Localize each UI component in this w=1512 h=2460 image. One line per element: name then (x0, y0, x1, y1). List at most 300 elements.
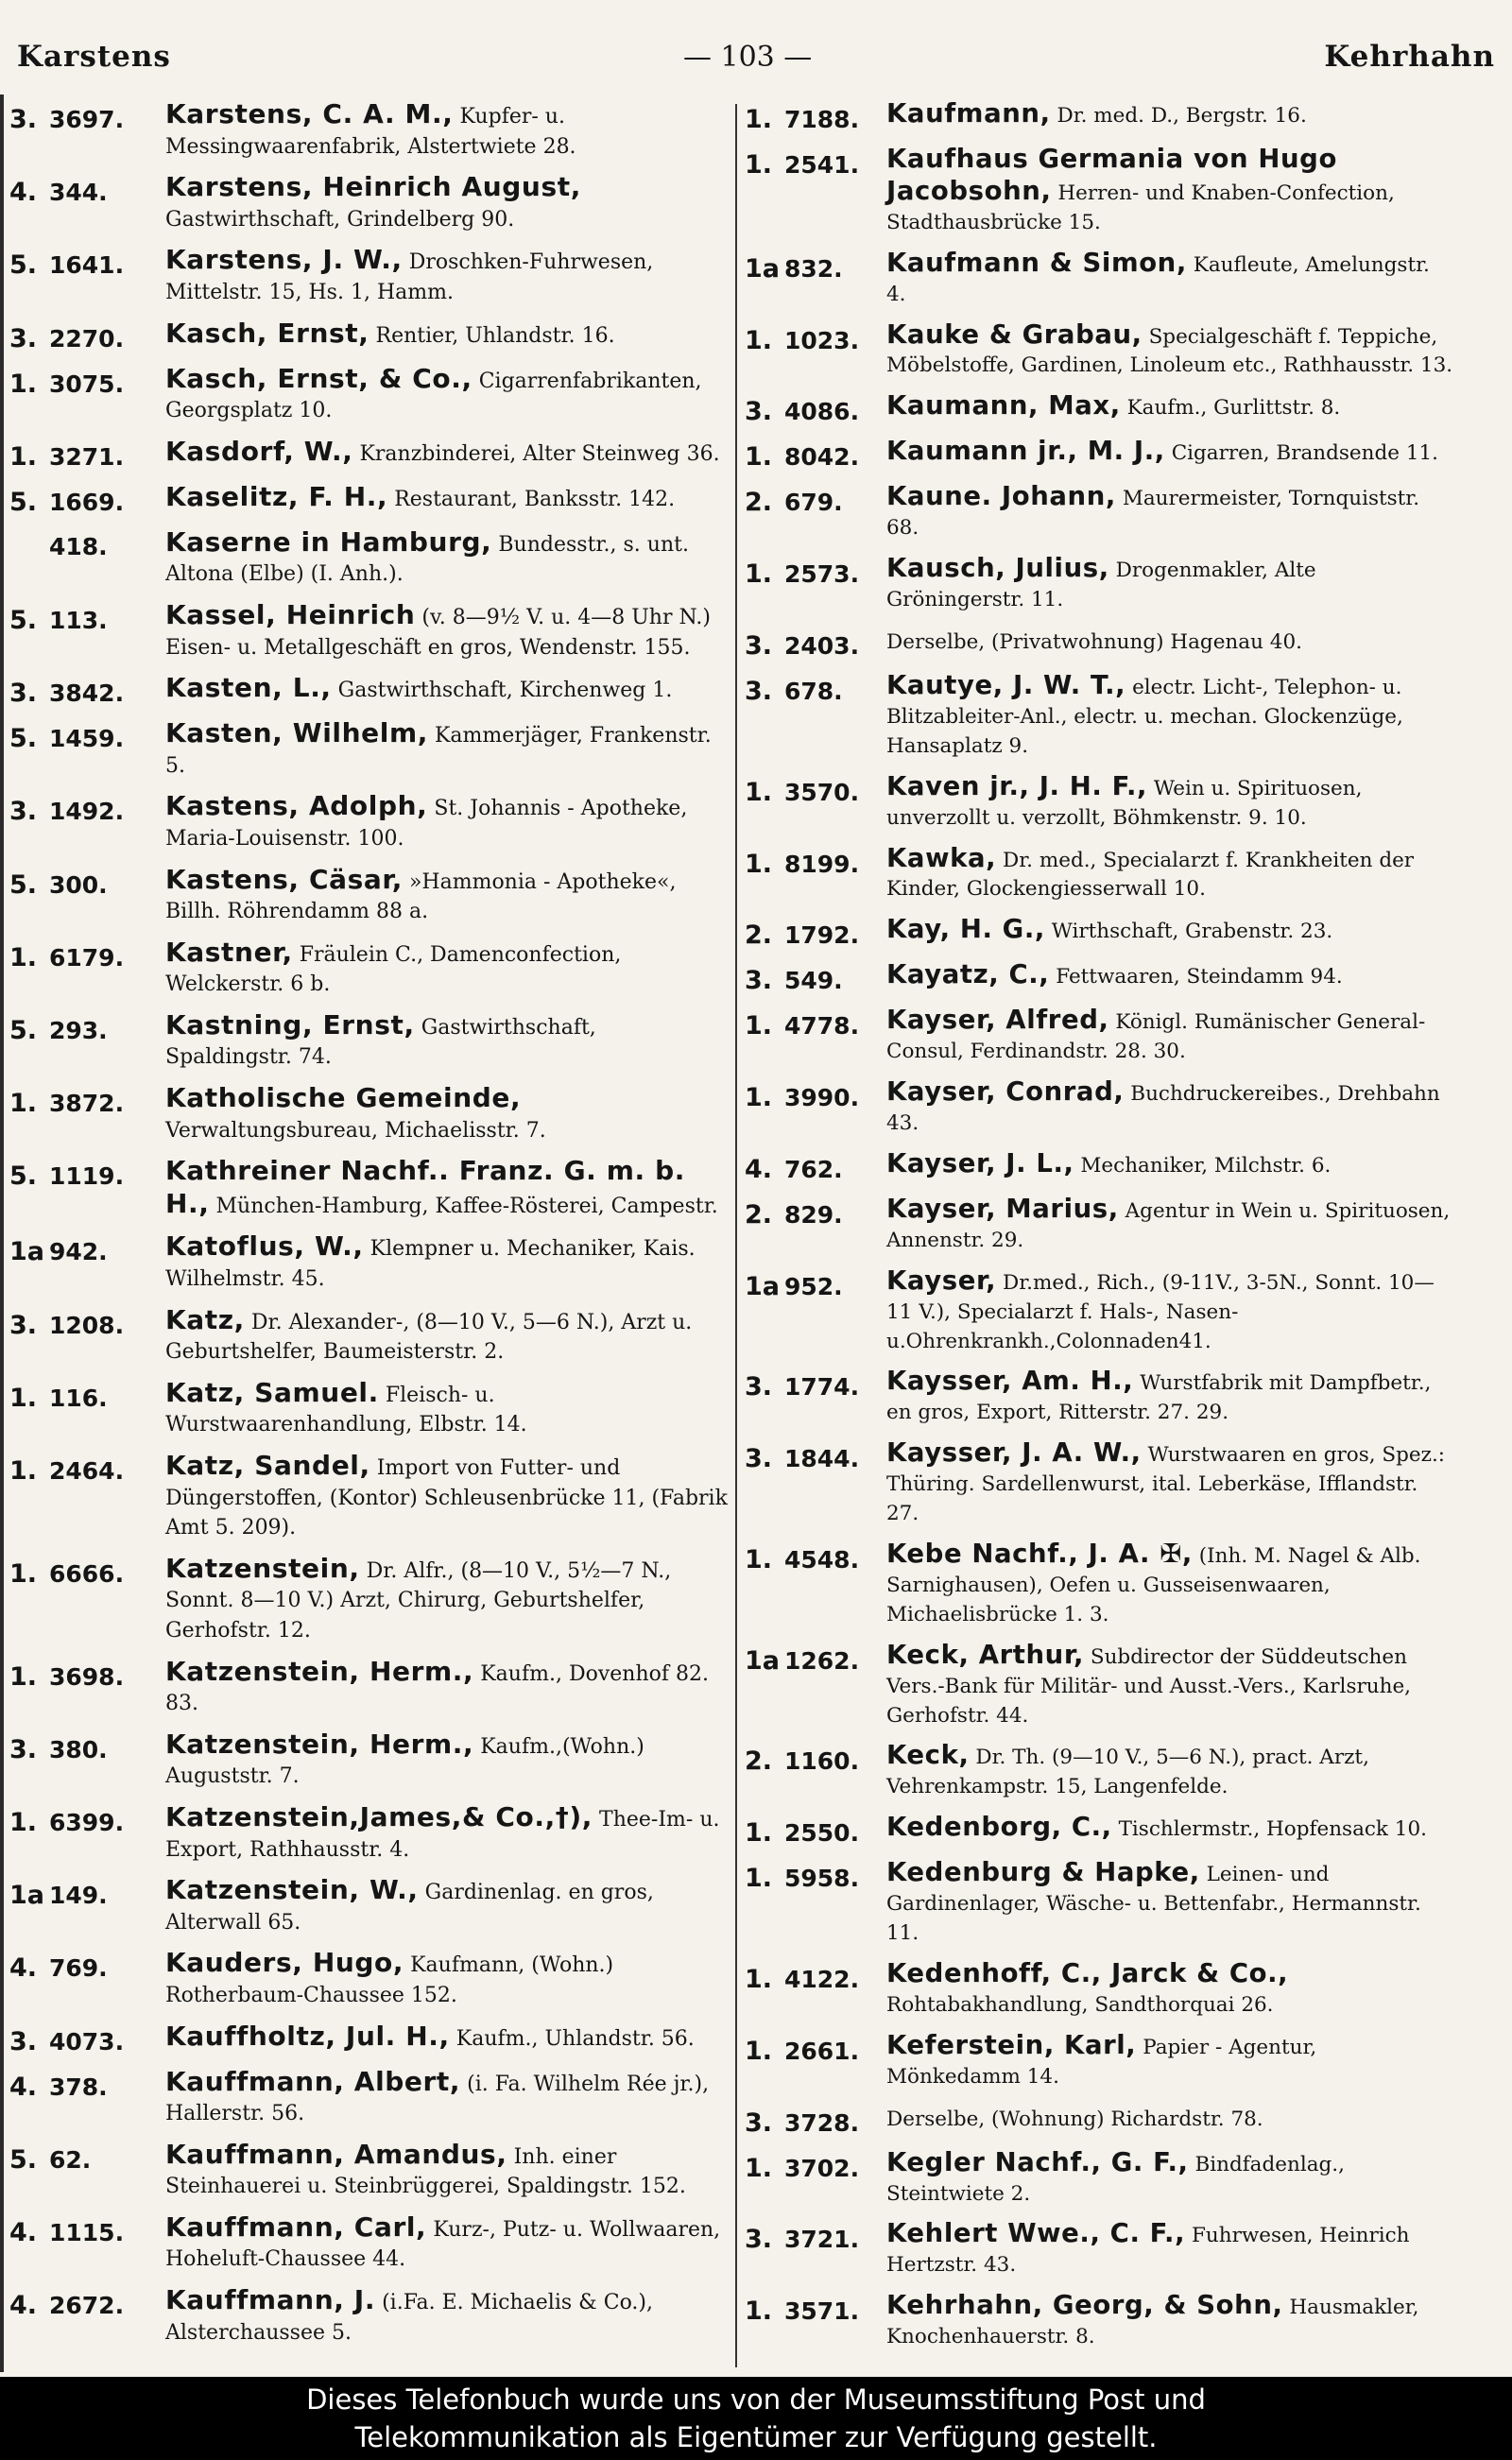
entry-details: Cigarren, Brandsende 11. (1171, 441, 1439, 466)
line-number: 942. (49, 1238, 108, 1266)
line-number: 2464. (49, 1457, 125, 1485)
line-number: 4778. (784, 1012, 860, 1041)
exchange-code: 3. (745, 676, 773, 706)
entry-details: (v. 8—9½ V. u. 4—8 Uhr N.) Eisen- u. Metallgeschäft en gros, Wendenstr. 155. (165, 605, 711, 660)
exchange-code: 1. (745, 442, 773, 473)
entry-details: Königl. Rumänischer General-Consul, Ferdinandstr. 28. 30. (886, 1010, 1426, 1064)
entry-details: Fräulein C., Damenconfection, Welckerstr. 6 b. (165, 942, 622, 997)
exchange-code: 3. (745, 2225, 773, 2255)
line-number: 4086. (784, 398, 860, 426)
directory-entry (745, 320, 1455, 382)
exchange-code: 3. (745, 397, 773, 427)
entry-details: Gastwirthschaft, Kirchenweg 1. (337, 679, 673, 703)
phone-number (745, 1641, 886, 1676)
line-number: 8199. (784, 850, 860, 878)
entry-text (165, 1010, 728, 1073)
phone-number (745, 320, 886, 355)
exchange-code: 2. (745, 920, 773, 951)
entry-name: Kayser, Conrad, (886, 1076, 1125, 1108)
directory-entry (745, 482, 1455, 543)
left-column (9, 99, 728, 2367)
exchange-code: 1. (9, 1661, 38, 1692)
directory-entry (745, 671, 1455, 762)
entry-details: (i.Fa. E. Michaelis & Co.), Alsterchaussee 5. (165, 2291, 653, 2345)
phone-number (9, 1729, 165, 1764)
entry-name: Kastner, (165, 936, 293, 968)
entry-details: Kranzbinderei, Alter Steinweg 36. (359, 441, 720, 466)
page-edge (0, 95, 4, 2372)
exchange-code: 3. (9, 1310, 38, 1340)
phone-number (745, 1438, 886, 1473)
line-number: 293. (49, 1016, 108, 1044)
entry-name: Kasch, Ernst, & Co., (165, 362, 472, 394)
entry-text (886, 2148, 1455, 2210)
entry-name: Kastning, Ernst, (165, 1008, 415, 1041)
directory-entry (9, 527, 728, 590)
line-number: 2550. (784, 1819, 860, 1848)
entry-text (886, 1149, 1455, 1181)
line-number: 1459. (49, 725, 125, 753)
entry-text (886, 1959, 1455, 2021)
directory-entry (745, 145, 1455, 238)
exchange-code: 1. (745, 1864, 773, 1894)
line-number: 8042. (784, 443, 860, 472)
line-number: 1844. (784, 1445, 860, 1473)
line-number: 3697. (49, 106, 125, 133)
phone-number (745, 1077, 886, 1112)
line-number: 678. (784, 677, 843, 705)
directory-entry (745, 915, 1455, 950)
phone-number (9, 2067, 165, 2102)
directory-entry (745, 960, 1455, 995)
entry-name: Kehrhahn, Georg, & Sohn, (886, 2290, 1283, 2321)
entry-details: Wirthschaft, Grabenstr. 23. (1051, 920, 1333, 944)
line-number: 1792. (784, 921, 860, 950)
directory-entry (9, 1451, 728, 1543)
entry-text (165, 99, 728, 162)
entry-name: Kaufmann & Simon, (886, 247, 1187, 278)
entry-text (886, 99, 1455, 131)
phone-number (9, 437, 165, 472)
entry-text (886, 482, 1455, 543)
entry-details: Wein u. Spirituosen, unverzollt u. verzollt, Böhmkenstr. 9. 10. (886, 776, 1363, 830)
exchange-code: 4. (745, 1154, 773, 1184)
phone-number (745, 772, 886, 807)
entry-text (165, 1948, 728, 2010)
exchange-code: 1. (9, 1383, 38, 1413)
exchange-code: 3. (745, 2107, 773, 2138)
entry-text (886, 1266, 1455, 1357)
phone-number (745, 2103, 886, 2138)
directory-entry (9, 673, 728, 708)
directory-entry (745, 1858, 1455, 1949)
exchange-code: 4. (9, 1953, 38, 1984)
phone-number (745, 626, 886, 661)
phone-number (9, 1305, 165, 1340)
line-number: 3721. (784, 2226, 860, 2254)
exchange-code: 1a (9, 1881, 45, 1911)
entry-details: electr. Licht-, Telephon- u. Blitzableiter-Anl., electr. u. mechan. Glockenzüge, Hansaplatz 9. (886, 675, 1403, 758)
entry-details: Inh. einer Steinhauerei u. Steinbrüggerei, Spaldingstr. 152. (165, 2144, 686, 2199)
directory-entry (745, 554, 1455, 615)
header-left-keyword: Karstens (17, 40, 171, 74)
entry-text (165, 2067, 728, 2129)
line-number: 1641. (49, 251, 125, 280)
line-number: 1492. (49, 798, 125, 826)
exchange-code: 5. (9, 2144, 38, 2175)
entry-details: Dr.med., Rich., (9-11V., 3-5N., Sonnt. 10—11 V.), Specialarzt f. Hals-, Nasen- u.Ohrenkrankh.,Colonnaden41. (886, 1270, 1435, 1353)
entry-details: St. Johannis - Apotheke, Maria-Louisenstr. 100. (165, 797, 688, 851)
exchange-code: 2. (745, 1746, 773, 1777)
entry-name: Kastens, Cäsar, (165, 863, 403, 895)
entry-name: Kaysser, Am. H., (886, 1366, 1134, 1397)
line-number: 7188. (784, 106, 860, 133)
phone-number (9, 482, 165, 517)
directory-entry (9, 865, 728, 927)
entry-name: Kauffmann, Carl, (165, 2211, 427, 2243)
exchange-code: 1. (745, 2153, 773, 2183)
directory-entry (9, 172, 728, 234)
entry-details: Specialgeschäft f. Teppiche, Möbelstoffe, Gardinen, Linoleum etc., Rathhausstr. 13. (886, 324, 1453, 378)
exchange-code: 3. (9, 323, 38, 353)
entry-text (886, 1641, 1455, 1731)
entry-details: Thee-Im- u. Export, Rathhausstr. 4. (165, 1807, 720, 1862)
entry-text (165, 482, 728, 515)
entry-name: Kaune. Johann, (886, 481, 1116, 512)
entry-details: Verwaltungsbureau, Michaelisstr. 7. (165, 1118, 546, 1143)
directory-entry (745, 1438, 1455, 1529)
exchange-code: 1. (9, 1456, 38, 1486)
exchange-code: 5. (9, 1015, 38, 1045)
phone-number (745, 2291, 886, 2326)
entry-text (165, 1875, 728, 1937)
directory-entry (9, 1729, 728, 1792)
entry-text (886, 145, 1455, 238)
phone-number (745, 1149, 886, 1184)
directory-entry (745, 2103, 1455, 2138)
line-number: 2270. (49, 324, 125, 353)
entry-details: Rentier, Uhlandstr. 16. (375, 323, 615, 348)
entry-details: München-Hamburg, Kaffee-Rösterei, Campestr. (215, 1194, 718, 1218)
entry-text (886, 960, 1455, 992)
line-number: 3872. (49, 1090, 125, 1118)
exchange-code: 1. (745, 2297, 773, 2327)
entry-name: Kaumann, Max, (886, 390, 1121, 421)
entry-text (886, 249, 1455, 310)
line-number: 952. (784, 1272, 843, 1300)
entry-text (886, 320, 1455, 382)
entry-name: Kassel, Heinrich (165, 598, 416, 630)
phone-number (9, 245, 165, 280)
entry-details: Agentur in Wein u. Spirituosen, Annenstr. 29. (886, 1198, 1451, 1252)
line-number: 1262. (784, 1646, 860, 1675)
entry-name: Keck, (886, 1740, 970, 1771)
directory-entry (745, 1641, 1455, 1731)
entry-text (886, 1438, 1455, 1529)
entry-text (165, 2021, 728, 2055)
directory-entry (9, 2021, 728, 2056)
exchange-code: 3. (9, 2026, 38, 2056)
entry-text (165, 600, 728, 662)
phone-number (9, 1231, 165, 1266)
exchange-code: 1. (745, 150, 773, 180)
line-number: 1774. (784, 1373, 860, 1402)
exchange-code: 1a (745, 253, 781, 284)
directory-entry (9, 1083, 728, 1145)
entry-details: Dr. Th. (9—10 V., 5—6 N.), pract. Arzt, Vehrenkampstr. 15, Langenfelde. (886, 1746, 1369, 1799)
entry-text (165, 1156, 728, 1221)
exchange-code: 5. (9, 724, 38, 754)
phone-number (9, 172, 165, 207)
exchange-code: 1. (9, 942, 38, 972)
entry-details: Mechaniker, Milchstr. 6. (1080, 1153, 1332, 1178)
entry-name: Kastens, Adolph, (165, 790, 428, 822)
header-right-keyword: Kehrhahn (1324, 40, 1495, 74)
entry-text (165, 527, 728, 590)
line-number: 116. (49, 1384, 108, 1412)
footer-line-2: Telekommunikation als Eigentümer zur Verfügung gestellt. (354, 2421, 1158, 2453)
line-number: 5958. (784, 1865, 860, 1893)
entry-text (165, 1554, 728, 1646)
directory-entry (9, 1305, 728, 1368)
entry-name: Kausch, Julius, (886, 553, 1109, 584)
entry-text (886, 1858, 1455, 1949)
directory-entry (745, 391, 1455, 426)
exchange-code: 3. (745, 966, 773, 996)
exchange-code: 1. (745, 2036, 773, 2066)
entry-name: Kedenborg, C., (886, 1812, 1112, 1843)
phone-number (745, 2031, 886, 2066)
entry-text (886, 626, 1455, 658)
line-number: 2573. (784, 560, 860, 589)
line-number: 3728. (784, 2108, 860, 2137)
entry-text (886, 1195, 1455, 1256)
directory-entry (745, 1540, 1455, 1630)
entry-details: Herren- und Knaben-Confection, Stadthausbrücke 15. (886, 181, 1395, 234)
line-number: 3570. (784, 778, 860, 806)
phone-number (9, 1010, 165, 1045)
phone-number (9, 1802, 165, 1837)
entry-name: Kauffholtz, Jul. H., (165, 2020, 450, 2052)
entry-name: Karstens, J. W., (165, 244, 403, 276)
entry-name: Kedenburg & Hapke, (886, 1857, 1200, 1888)
entry-name: Kaufmann, (886, 98, 1051, 129)
entry-details: Drogenmakler, Alte Gröningerstr. 11. (886, 559, 1316, 612)
exchange-code: 1. (745, 1545, 773, 1574)
entry-name: Kaufhaus Germania von Hugo Jacobsohn, (886, 144, 1337, 206)
line-number: 1023. (784, 326, 860, 354)
entry-text (165, 1378, 728, 1440)
line-number: 3571. (784, 2297, 860, 2326)
directory-entry (9, 1156, 728, 1221)
phone-number (745, 391, 886, 426)
entry-details: Kaufm., Gurlittstr. 8. (1126, 396, 1341, 421)
phone-number (745, 1266, 886, 1301)
exchange-code: 1. (745, 1083, 773, 1113)
exchange-code: 4. (9, 178, 38, 208)
phone-number (9, 99, 165, 134)
entry-details: Wurstwaaren en gros, Spez.: Thüring. Sardellenwurst, ital. Leberkäse, Ifflandstr. 27. (886, 1443, 1446, 1526)
entry-details: Leinen- und Gardinenlager, Wäsche- u. Bettenfabr., Hermannstr. 11. (886, 1863, 1421, 1946)
exchange-code: 1a (9, 1237, 45, 1267)
exchange-code: 1. (9, 1558, 38, 1589)
line-number: 3698. (49, 1662, 125, 1691)
phone-number (745, 145, 886, 180)
phone-number (9, 1451, 165, 1486)
line-number: 3075. (49, 370, 125, 398)
directory-entry (9, 318, 728, 353)
entry-details: Dr. Alfr., (8—10 V., 5½—7 N., Sonnt. 8—10 V.) Arzt, Chirurg, Geburtshelfer, Gerhofstr. 12. (165, 1558, 672, 1643)
directory-entry (9, 1802, 728, 1865)
entry-details: Fuhrwesen, Heinrich Hertzstr. 43. (886, 2224, 1410, 2278)
exchange-code: 4. (9, 2072, 38, 2102)
exchange-code: 3. (9, 797, 38, 827)
exchange-code: 2. (745, 1199, 773, 1230)
directory-entry (9, 245, 728, 307)
directory-entry (745, 99, 1455, 134)
entry-details: Klempner u. Mechaniker, Kais. Wilhelmstr. 45. (165, 1237, 696, 1292)
entry-text (165, 718, 728, 781)
entry-details: Gastwirthschaft, Grindelberg 90. (165, 207, 515, 232)
phone-number (9, 318, 165, 353)
directory-entry (9, 938, 728, 1000)
line-number: 380. (49, 1735, 108, 1763)
column-divider (735, 104, 737, 2367)
exchange-code: 1. (745, 849, 773, 879)
line-number: 3702. (784, 2154, 860, 2182)
line-number: 300. (49, 870, 108, 899)
directory-entry (745, 1367, 1455, 1428)
line-number: 6179. (49, 943, 125, 972)
directory-entry (745, 1006, 1455, 1067)
entry-name: Kayser, Marius, (886, 1193, 1119, 1224)
directory-entry (9, 1657, 728, 1719)
phone-number (745, 844, 886, 879)
directory-entry (9, 437, 728, 472)
entry-details: Kaufmann, (Wohn.) Rotherbaum-Chaussee 152. (165, 1953, 614, 2007)
entry-text (886, 671, 1455, 762)
directory-entry (745, 1077, 1455, 1139)
entry-details: Bindfadenlag., Steintwiete 2. (886, 2152, 1345, 2206)
directory-entry (745, 772, 1455, 834)
entry-name: Katz, Samuel. (165, 1376, 379, 1408)
entry-text (886, 2031, 1455, 2092)
exchange-code: 3. (9, 679, 38, 709)
line-number: 378. (49, 2073, 108, 2101)
entry-name: Katoflus, W., (165, 1230, 364, 1263)
directory-entry (745, 2148, 1455, 2210)
directory-entry (9, 482, 728, 517)
entry-name: Kaven jr., J. H. F., (886, 770, 1148, 801)
entry-text (886, 391, 1455, 423)
entry-name: Kayser, J. L., (886, 1147, 1074, 1178)
phone-number (745, 437, 886, 472)
directory-entry (745, 1959, 1455, 2021)
entry-name: Kasten, Wilhelm, (165, 717, 428, 749)
line-number: 832. (784, 254, 843, 283)
line-number: 769. (49, 1954, 108, 1983)
line-number: 3271. (49, 442, 125, 471)
entry-name: Katzenstein,James,& Co.,†), (165, 1800, 593, 1832)
directory-entry (9, 600, 728, 662)
entry-name: Kasch, Ernst, (165, 317, 369, 349)
entry-details: Dr. Alexander-, (8—10 V., 5—6 N.), Arzt u. Geburtshelfer, Baumeisterstr. 2. (165, 1310, 693, 1365)
page-number: — 103 — (682, 40, 813, 74)
entry-text (886, 554, 1455, 615)
entry-details: Kaufm., Uhlandstr. 56. (455, 2026, 695, 2051)
entry-name: Katholische Gemeinde, (165, 1082, 522, 1114)
entry-text (165, 1305, 728, 1368)
phone-number (745, 1540, 886, 1574)
entry-text (886, 1077, 1455, 1139)
exchange-code: 2. (745, 488, 773, 518)
phone-number (9, 364, 165, 399)
entry-name: Kedenhoff, C., Jarck & Co., (886, 1957, 1289, 1988)
line-number: 3990. (784, 1084, 860, 1112)
entry-details: Restaurant, Banksstr. 142. (394, 487, 676, 511)
directory-entry (9, 1948, 728, 2010)
directory-entry (745, 1195, 1455, 1256)
entry-details: Dr. med., Specialarzt f. Krankheiten der Kinder, Glockengiesserwall 10. (886, 848, 1415, 902)
entry-text (165, 364, 728, 426)
line-number: 549. (784, 967, 843, 995)
exchange-code: 3. (745, 630, 773, 661)
exchange-code: 1. (9, 369, 38, 399)
directory-entry (9, 364, 728, 426)
exchange-code: 3. (745, 1372, 773, 1402)
exchange-code: 1. (745, 559, 773, 590)
phone-number (745, 99, 886, 134)
entry-text (165, 1451, 728, 1543)
exchange-code: 1a (745, 1271, 781, 1301)
directory-entry (9, 1010, 728, 1073)
entry-text (165, 938, 728, 1000)
exchange-code: 1. (9, 1089, 38, 1119)
entry-details: Cigarrenfabrikanten, Georgsplatz 10. (165, 369, 702, 423)
directory-entry (745, 2291, 1455, 2352)
directory-entry (745, 249, 1455, 310)
phone-number (9, 1378, 165, 1413)
entry-name: Kauffmann, Albert, (165, 2065, 461, 2097)
entry-text (886, 2219, 1455, 2280)
line-number: 2403. (784, 631, 860, 660)
directory-entry (9, 1875, 728, 1937)
entry-text (886, 437, 1455, 469)
directory-entry (745, 1266, 1455, 1357)
entry-text (886, 1813, 1455, 1845)
entry-name: Kaserne in Hamburg, (165, 525, 492, 558)
phone-number (745, 1858, 886, 1893)
entry-name: Kauffmann, Amandus, (165, 2138, 507, 2170)
line-number: 344. (49, 179, 108, 207)
entry-name: Keck, Arthur, (886, 1639, 1085, 1670)
entry-details: (Inh. M. Nagel & Alb. Sarnighausen), Oefen u. Gusseisenwaaren, Michaelisbrücke 1. 3. (886, 1544, 1421, 1626)
line-number: 3842. (49, 680, 125, 708)
entry-name: Kebe Nachf., J. A. ✠, (886, 1539, 1193, 1569)
directory-entry (745, 2031, 1455, 2092)
entry-name: Katz, Sandel, (165, 1450, 370, 1481)
exchange-code: 3. (745, 1444, 773, 1474)
entry-details: Subdirector der Süddeutschen Vers.-Bank für Militär- und Ausst.-Vers., Karlsruhe, Gerhofstr. 44. (886, 1644, 1412, 1728)
entry-name: Kathreiner Nachf.. Franz. G. m. b. H., (165, 1155, 685, 1219)
phone-number (9, 938, 165, 972)
entry-text (886, 2103, 1455, 2135)
entry-name: Kauffmann, J. (165, 2284, 376, 2316)
exchange-code: 1. (9, 1807, 38, 1837)
entry-details: Derselbe, (Privatwohnung) Hagenau 40. (886, 629, 1302, 654)
entry-text (165, 865, 728, 927)
entry-name: Katzenstein, Herm., (165, 1655, 474, 1687)
